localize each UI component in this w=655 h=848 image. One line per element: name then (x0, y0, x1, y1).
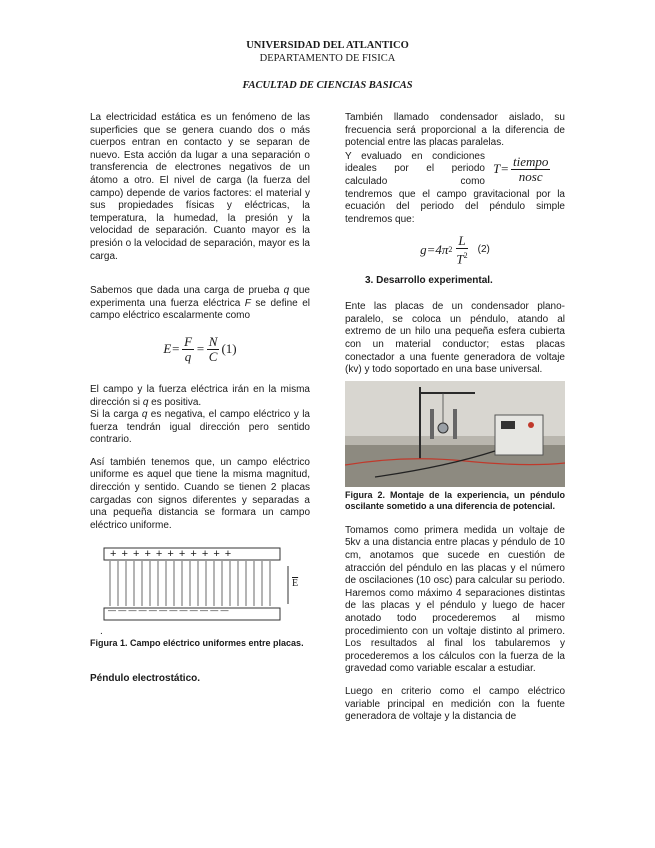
test-charge-paragraph (90, 285, 310, 323)
eq2-pi: π (441, 242, 449, 258)
criteria-paragraph: Luego en criterio como el campo eléctrico variable principal en medición con la fuente generadora de voltaje y la distancia de (345, 685, 565, 723)
text-span: Si la carga (90, 409, 142, 421)
section-experimental: 3. Desarrollo experimental. (365, 274, 493, 286)
pendulum-sphere (438, 423, 448, 433)
eq2-den-sq: 2 (463, 251, 468, 261)
eq1-number: (1) (221, 341, 237, 357)
plate-right (453, 409, 457, 439)
eq2-lhs: g=4 (420, 242, 442, 258)
var-q: q (141, 409, 148, 421)
text-span: es negativa, el campo eléctrico y la fuerza tendrán igual dirección pero sentido contrario. (90, 409, 310, 446)
text-span: que experimenta una fuerza eléctrica (90, 285, 310, 309)
procedure-paragraph: Tomamos como primera medida un voltaje de 5kv a una distancia entre placas y péndulo de 10 cm, anotamos que sucede en cuestión de atracción del péndulo en las placas y el número de oscilaciones (10 osc) para calcular su periodo. Haremos como máximo 4 separaciones distintas de las placas y el péndulo y luego de hacer anotado todo procederemos al mismo procedimiento con un voltaje distinto al primero. Los resultados al final los tabularemos y procederemos a los cálculos con la fuerza de la gravedad como variable escalar a estudiar. (345, 524, 565, 675)
eq1-f2-num: N (208, 333, 218, 349)
plus-signs: + + + + + + + + + + + (110, 548, 233, 561)
figure-dot: . (100, 626, 103, 638)
var-q: q (142, 396, 149, 408)
faculty-title: FACULTAD DE CIENCIAS BASICAS (242, 80, 413, 91)
period-line (345, 151, 565, 189)
text-span: se define el campo eléctrico escalarmente como (90, 297, 310, 322)
period-text: Y evaluado en condiciones ideales por el periodo calculado como (345, 150, 485, 187)
condenser-paragraph: También llamado condensador aislado, su frecuencia será proporcional a la diferencia de potencial entre las placas paralelas. (345, 112, 565, 149)
figure-1-uniform-field (100, 546, 300, 638)
eq2-den (454, 249, 469, 266)
minus-signs: — — — — — — — — — — — — (108, 606, 229, 616)
gravity-paragraph: tendremos que el campo gravitacional por la ecuación del periodo del péndulo simple tendremos que: (345, 188, 565, 225)
eq1-f1-num: F (184, 333, 193, 349)
experiment-photo (345, 381, 565, 487)
eq2-fraction (454, 234, 469, 266)
intro-paragraph: La electricidad estática es un fenómeno de las superficies que se genera cuando dos o más cuerpos entran en contacto y se separan de nuevo. Esta acción da lugar a una separación o transferencia de electrones negativos de un átomo a otro. El nivel de carga (la fuerza del campo) depende de varios factores: el material y sus propiedades físicas y eléctricas, la temperatura, la humedad, la presión y la velocidad de separación. Cuanto mayor es la presión o la velocidad de separación, mayor es la carga. (90, 112, 310, 262)
eq1-f2-den: C (208, 348, 218, 364)
eq1-equals: = (196, 341, 205, 357)
eqT-lhs: T= (493, 161, 510, 177)
eq1-f1-den: q (184, 348, 192, 364)
setup-paragraph: Ente las placas de un condensador plano-paralelo, se coloca un péndulo, atando al extremo de un hilo una pequeña esfera cubierta con un material conductor; estas placas conectador a una fuente generadora de voltaje (kv) y todo soportado en una base universal. (345, 301, 565, 376)
eq1-lhs: E= (163, 341, 181, 357)
uniform-field-paragraph: Así también tenemos que, un campo eléctrico uniforme es aquel que tiene la misma magnitud, dirección y sentido. Cuando se tienen 2 placas cargadas con signos diferentes y separadas a una pequeña distancia se formara un campo eléctrico uniforme. (90, 456, 310, 531)
text-span: Sabemos que dada una carga de prueba (90, 285, 284, 297)
eqT-num: tiempo (513, 154, 549, 170)
eq2-den-t: T (456, 251, 464, 267)
section-electrostatic-pendulum: Péndulo electrostático. (90, 672, 201, 684)
figure-1-caption: Figura 1. Campo eléctrico uniformes entre placas. (90, 638, 304, 649)
e-vector-label: $\overline{E}$ (292, 578, 299, 590)
right-column (345, 112, 565, 724)
field-lines (110, 561, 270, 606)
eq2-number: (2) (477, 244, 490, 256)
eq2-num: L (458, 233, 466, 249)
university-title: UNIVERSIDAD DEL ATLANTICO (246, 40, 409, 51)
var-q: q (283, 285, 290, 297)
eqT-fraction (511, 155, 550, 184)
left-column (90, 112, 310, 686)
plate-left (430, 409, 434, 439)
eqT-den: nosc (518, 169, 543, 185)
period-equation (493, 155, 552, 184)
equation-1 (90, 335, 310, 364)
negative-charge-paragraph (90, 409, 310, 447)
figure-2-caption: Figura 2. Montaje de la experiencia, un péndulo oscilante sometido a una diferencia de potencial. (345, 489, 565, 512)
source-knob (528, 422, 534, 428)
eq1-fraction-2 (207, 335, 220, 364)
source-display (501, 421, 515, 429)
department-title: DEPARTAMENTO DE FISICA (259, 53, 396, 64)
text-span: El campo y la fuerza eléctrica irán en la misma dirección si (90, 383, 310, 408)
text-span: es positiva. (148, 396, 202, 408)
var-f: F (244, 297, 251, 309)
direction-paragraph (90, 384, 310, 409)
eq2-sq: 2 (448, 245, 453, 255)
eq1-fraction-1 (182, 335, 194, 364)
equation-2 (345, 234, 565, 266)
